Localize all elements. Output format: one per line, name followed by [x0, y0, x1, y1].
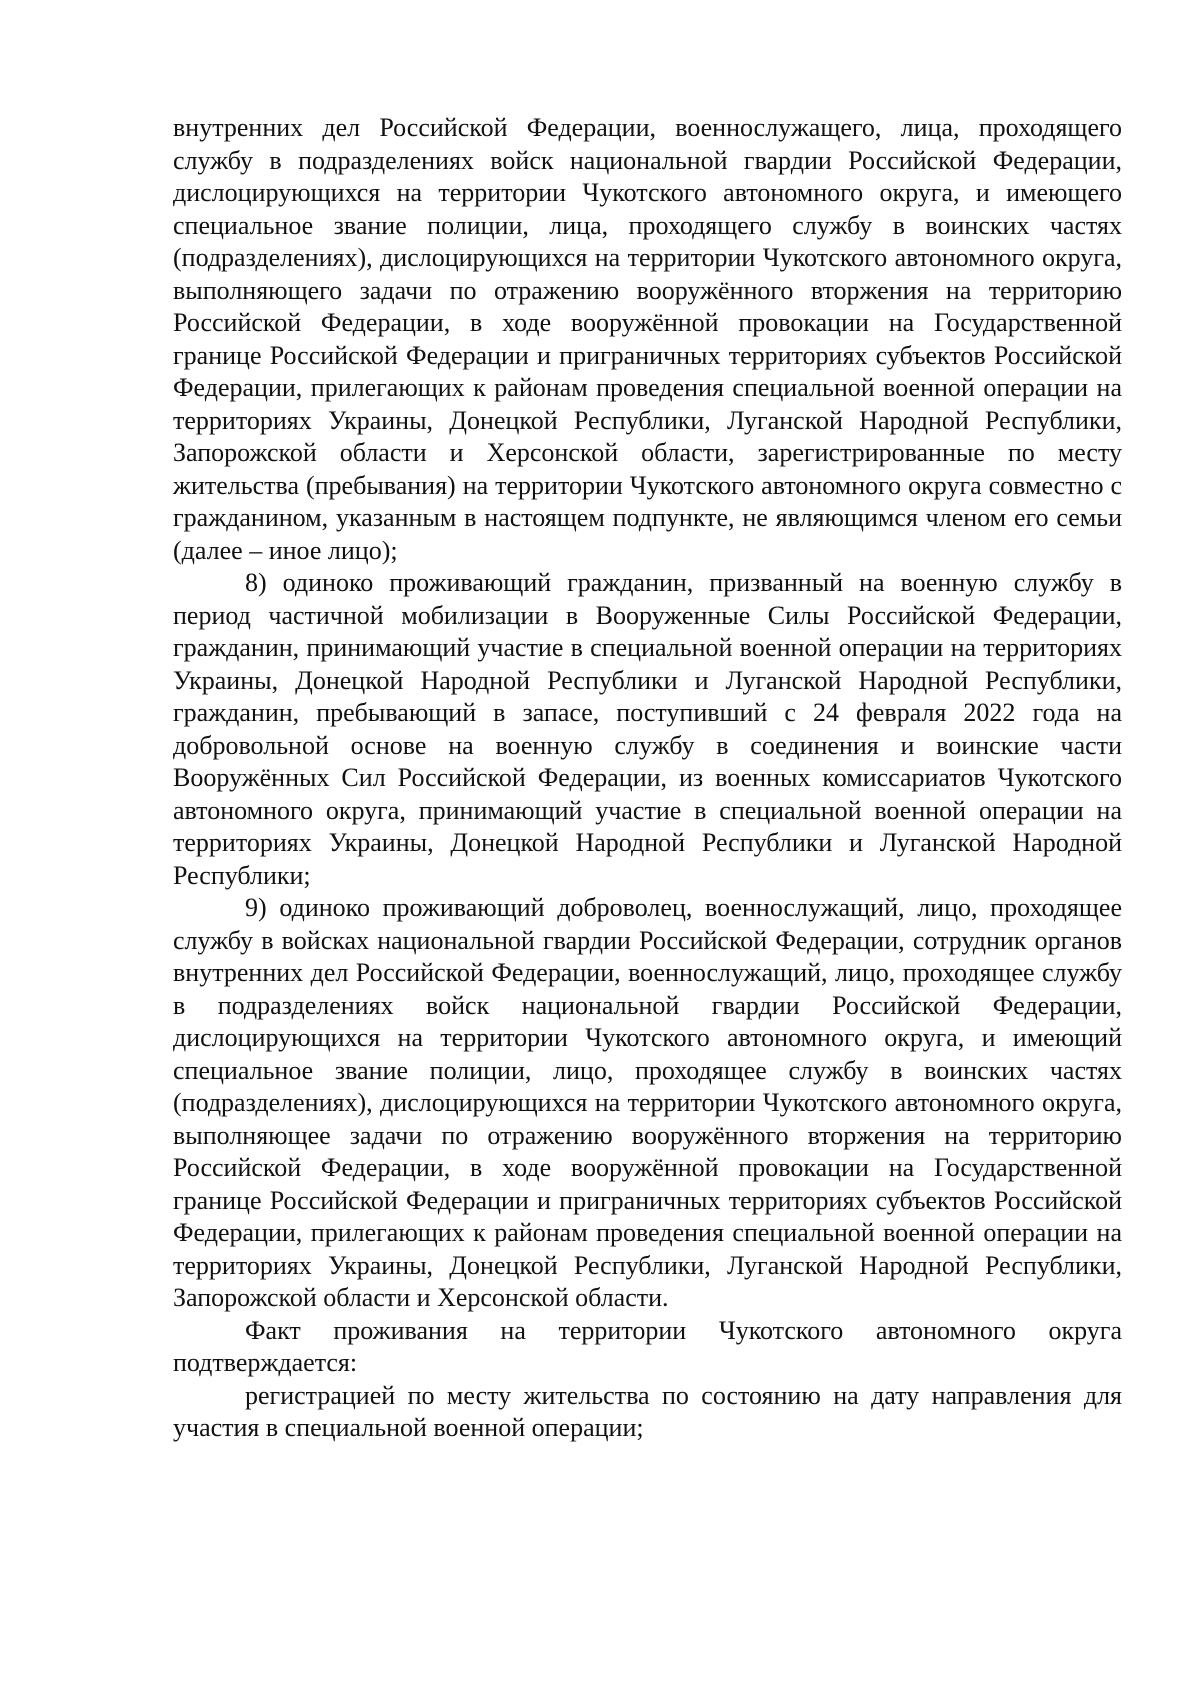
paragraph-item-8: 8) одиноко проживающий гражданин, призванный на военную службу в период частичной мобилизации в Вооруженные Силы Российской Федерации, гражданин, принимающий участие в специальной военной операции на территориях Украины, Донецкой Народной Республики и Луганской Народной Республики, гражданин, пребывающий в запасе, поступивший с 24 февраля 2022 года на добровольной основе на военную службу в соединения и воинские части Вооружённых Сил Российской Федерации, из военных комиссариатов Чукотского автономного округа, принимающий участие в специальной военной операции на территориях Украины, Донецкой Народной Республики и Луганской Народной Республики; [173, 568, 1122, 890]
paragraph-item-9: 9) одиноко проживающий доброволец, военнослужащий, лицо, проходящее службу в войсках национальной гвардии Российской Федерации, сотрудник органов внутренних дел Российской Федерации, военнослужащий, лицо, проходящее службу в подразделениях войск национальной гвардии Российской Федерации, дислоцирующихся на территории Чукотского автономного округа, и имеющий специальное звание полиции, лицо, проходящее службу в воинских частях (подразделениях), дислоцирующихся на территории Чукотского автономного округа, выполняющее задачи по отражению вооружённого вторжения на территорию Российской Федерации, в ходе вооружённой провокации на Государственной границе Российской Федерации и приграничных территориях субъектов Российской Федерации, прилегающих к районам проведения специальной военной операции на территориях Украины, Донецкой Республики, Луганской Народной Республики, Запорожской области и Херсонской области. [173, 893, 1122, 1312]
paragraph-registration: регистрацией по месту жительства по состоянию на дату направления для участия в специальной военной операции; [173, 1380, 1122, 1442]
paragraph-continuation: внутренних дел Российской Федерации, военнослужащего, лица, проходящего службу в подразделениях войск национальной гвардии Российской Федерации, дислоцирующихся на территории Чукотского автономного округа, и имеющего специальное звание полиции, лица, проходящего службу в воинских частях (подразделениях), дислоцирующихся на территории Чукотского автономного округа, выполняющего задачи по отражению вооружённого вторжения на территорию Российской Федерации, в ходе вооружённой провокации на Государственной границе Российской Федерации и приграничных территориях субъектов Российской Федерации, прилегающих к районам проведения специальной военной операции на территориях Украины, Донецкой Республики, Луганской Народной Республики, Запорожской области и Херсонской области, зарегистрированные по месту жительства (пребывания) на территории Чукотского автономного округа совместно с гражданином, указанным в настоящем подпункте, не являющимся членом его семьи (далее – иное лицо); [173, 113, 1122, 565]
paragraph-residence-fact: Факт проживания на территории Чукотского автономного округа подтверждается: [173, 1315, 1122, 1377]
document-page [173, 112, 1122, 1445]
